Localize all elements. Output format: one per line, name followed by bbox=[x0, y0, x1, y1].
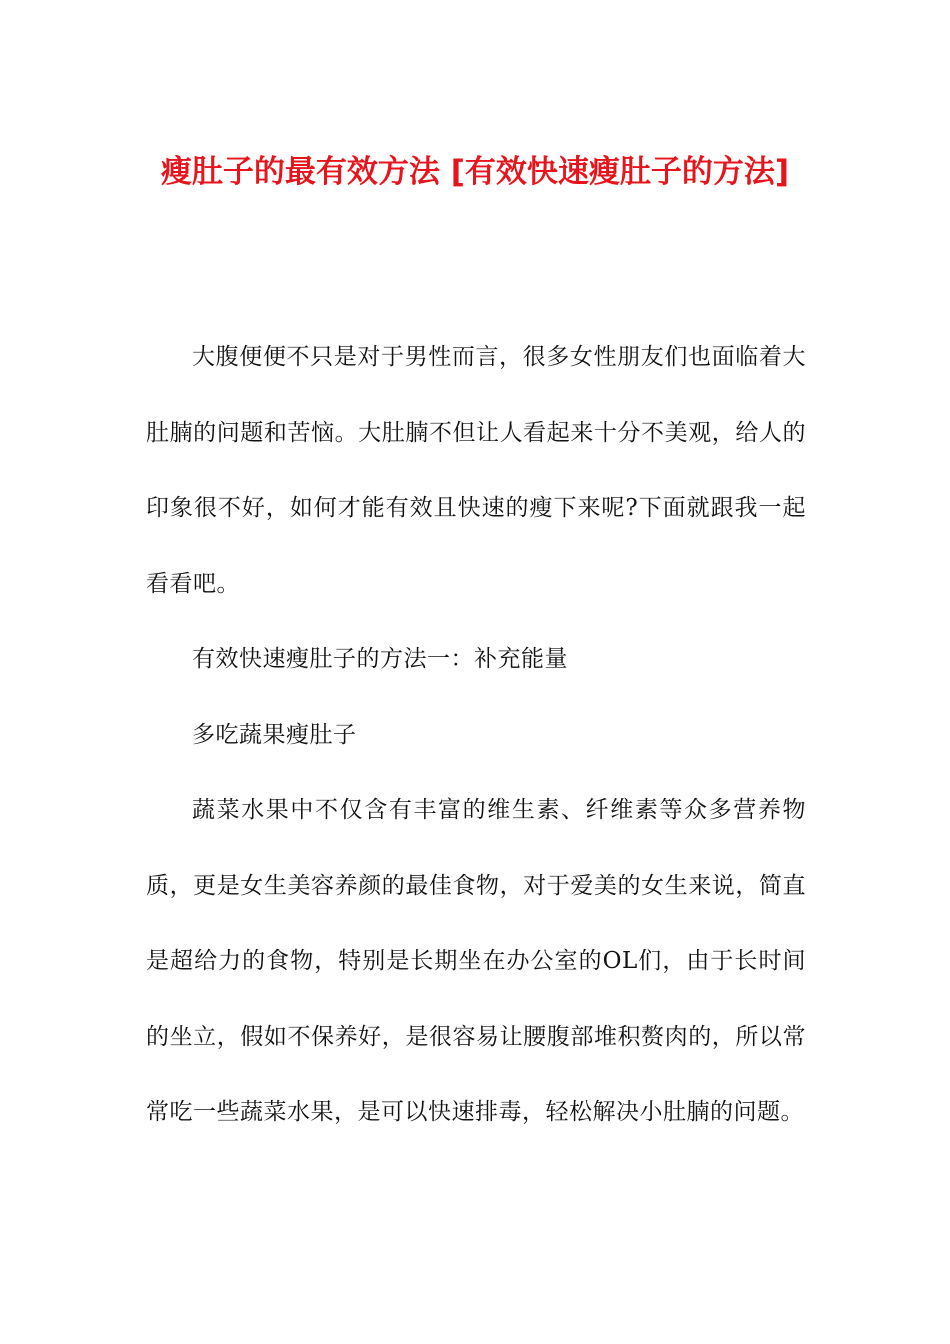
paragraph-method-heading: 有效快速瘦肚子的方法一：补充能量 bbox=[192, 646, 568, 672]
paragraph-vegetables: 蔬菜水果中不仅含有丰富的维生素、纤维素等众多营养物质，更是女生美容养颜的最佳食物，对于爱美的女生来说，简直是超给力的食物，特别是长期坐在办公室的OL们，由于长时间的坐立，假如不保养好，是很容易让腰腹部堆积赘肉的，所以常常吃一些蔬菜水果，是可以快速排毒，轻松解决小肚腩的问题。 bbox=[146, 797, 806, 1125]
document-title: 瘦肚子的最有效方法 [有效快速瘦肚子的方法] bbox=[160, 154, 790, 190]
document-body bbox=[146, 320, 806, 1151]
paragraph-intro: 大腹便便不只是对于男性而言，很多女性朋友们也面临着大肚腩的问题和苦恼。大肚腩不但让人看起来十分不美观，给人的印象很不好，如何才能有效且快速的瘦下来呢?下面就跟我一起看看吧。 bbox=[146, 344, 806, 597]
paragraph-subheading: 多吃蔬果瘦肚子 bbox=[192, 721, 357, 748]
